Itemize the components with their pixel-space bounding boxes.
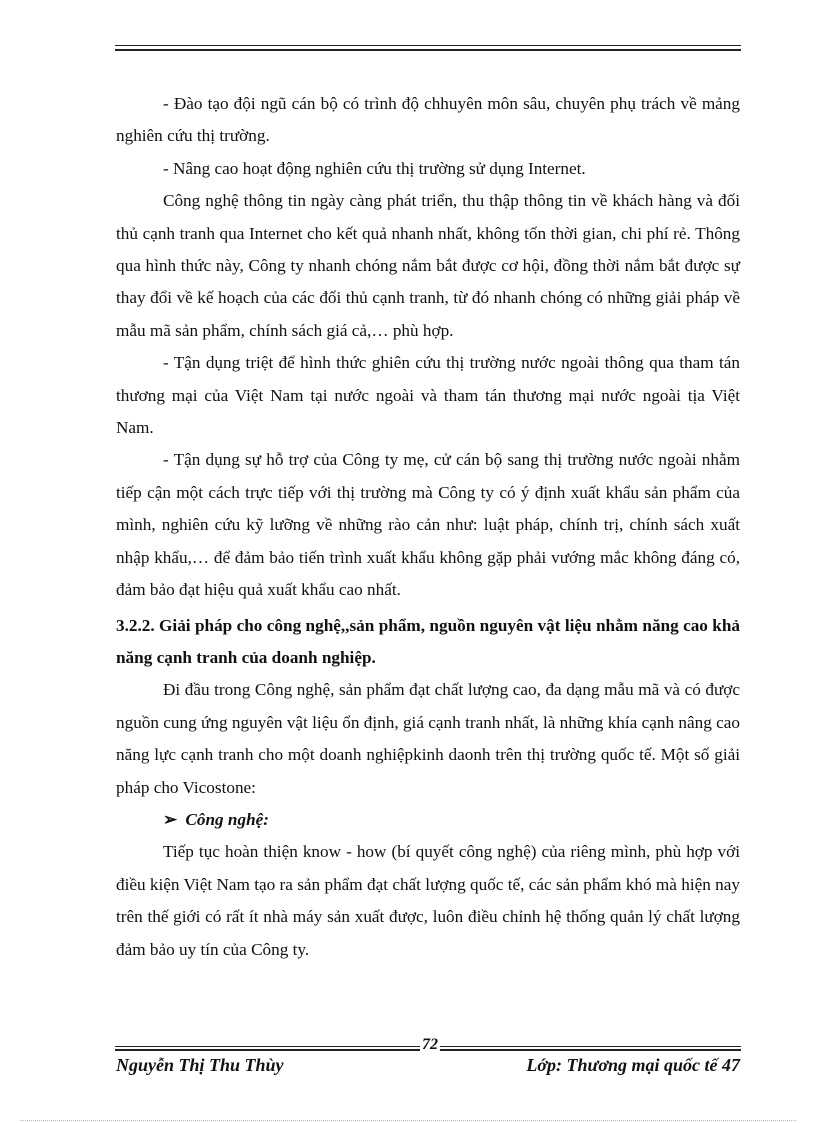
paragraph-internet-research: - Nâng cao hoạt động nghiên cứu thị trường sử dụng Internet. — [163, 158, 586, 178]
body-text — [116, 88, 740, 966]
footer-class: Lớp: Thương mại quốc tế 47 — [526, 1055, 740, 1075]
paragraph-know-how: Tiếp tục hoàn thiện know - how (bí quyết công nghệ) của riêng mình, phù hợp với điều kiện Việt Nam tạo ra sản phẩm đạt chất lượng quốc tế, các sản phẩm khó mà hiện nay trên thế giới có rất ít nhà máy sản xuất được, luôn điều chỉnh hệ thống quản lý chất lượng đảm bảo uy tín của Công ty. — [116, 842, 740, 959]
footer-author: Nguyễn Thị Thu Thùy — [116, 1055, 284, 1075]
bullet-label: Công nghệ: — [185, 809, 269, 829]
paragraph-trade-counselor: - Tận dụng triệt để hình thức ghiên cứu thị trường nước ngoài thông qua tham tán thương mại của Việt Nam tại nước ngoài và tham tán thương mại nước ngoài tịa Việt Nam. — [116, 353, 740, 438]
page-bottom-dotted-line — [20, 1120, 796, 1121]
paragraph-parent-company: - Tận dụng sự hỗ trợ của Công ty mẹ, cử cán bộ sang thị trường nước ngoài nhằm tiếp cận một cách trực tiếp với thị trường mà Công ty có ý định xuất khẩu sản phẩm của mình, nghiên cứu kỹ lưỡng về những rào cản như: luật pháp, chính trị, chính sách xuất nhập khẩu,… để đảm bảo tiến trình xuất khẩu không gặp phải vướng mắc không đáng có, đảm bảo đạt hiệu quả xuất khẩu cao nhất. — [116, 450, 740, 600]
page-number: 72 — [422, 1036, 438, 1053]
paragraph-training: - Đào tạo đội ngũ cán bộ có trình độ chhuyên môn sâu, chuyên phụ trách về mảng nghiên cứu thị trường. — [116, 94, 740, 146]
arrow-bullet-icon: ➢ — [163, 809, 178, 829]
section-heading: 3.2.2. Giải pháp cho công nghệ,,sản phẩm, nguồn nguyên vật liệu nhằm năng cao khả năng cạnh tranh của doanh nghiệp. — [116, 615, 740, 667]
paragraph-leading-technology: Đi đầu trong Công nghệ, sản phẩm đạt chất lượng cao, đa dạng mẫu mã và có được nguồn cung ứng nguyên vật liệu ổn định, giá cạnh tranh nhất, là những khía cạnh nâng cao năng lực cạnh tranh cho một doanh nghiệpkinh daonh trên thị trường quốc tế. Một số giải pháp cho Vicostone: — [116, 680, 740, 797]
header-double-rule — [115, 45, 741, 51]
bullet-technology — [116, 804, 740, 836]
paragraph-it-development: Công nghệ thông tin ngày càng phát triển, thu thập thông tin về khách hàng và đối thủ cạnh tranh qua Internet cho kết quả nhanh nhất, không tốn thời gian, chi phí rẻ. Thông qua hình thức này, Công ty nhanh chóng nắm bắt được cơ hội, đồng thời nắm bắt được sự thay đổi về kế hoạch của các đối thủ cạnh tranh, từ đó nhanh chóng có những giải pháp về mẫu mã sản phẩm, chính sách giá cả,… phù hợp. — [116, 191, 740, 340]
